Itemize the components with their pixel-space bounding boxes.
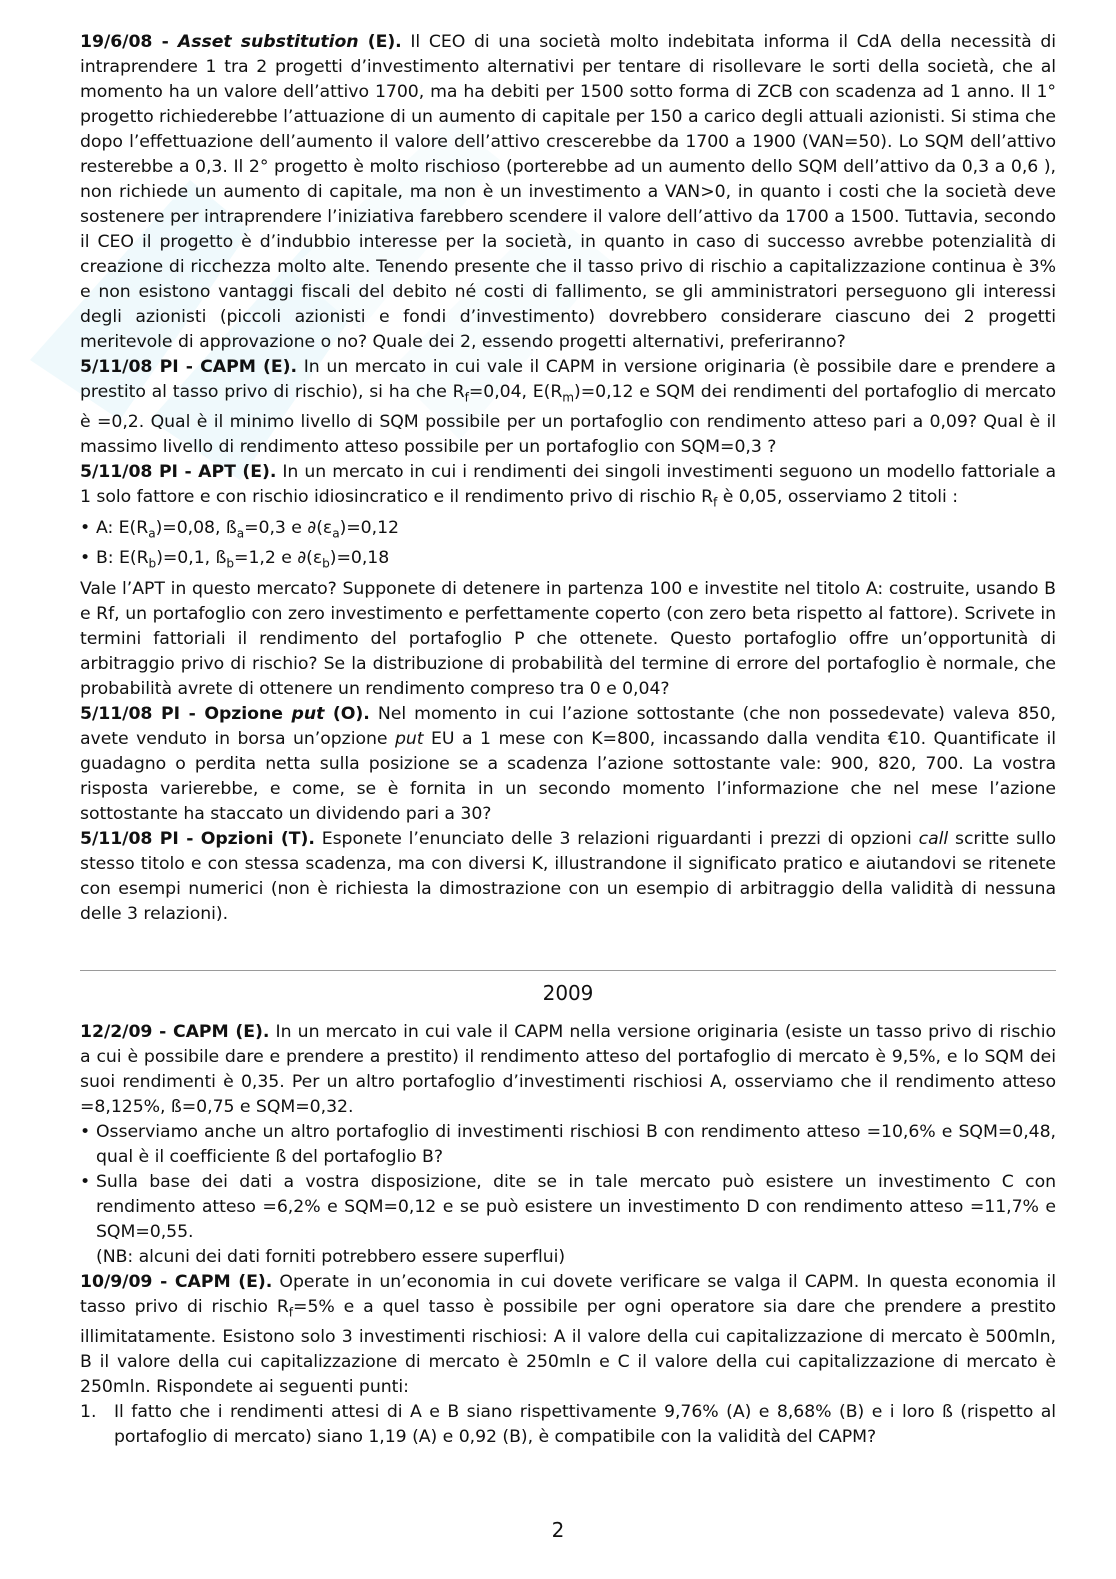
bullet-text: Osserviamo anche un altro portafoglio di investimenti rischiosi B con rendimento atteso =10,6% e SQM=0,48, qual è il coefficiente ß del portafoglio B? [96, 1121, 1056, 1167]
exercise-text: Operate in un’economia in cui dovete verificare se valga il CAPM. In questa economia il tasso privo di rischio $R_f=5\%$ e a quel tasso è possibile per ogni operatore sia dare che prendere a prestito illimitatamente. Esistono solo 3 investimenti rischiosi: A il valore della cui capitalizzazione di mercato è 500mln, B il valore della cui capitalizzazione di mercato è 250mln e C il valore della cui capitalizzazione di mercato è 250mln. Rispondete ai seguenti punti: [80, 1271, 1057, 1398]
exercise-text: In un mercato in cui vale il CAPM nella versione originaria (esiste un tasso privo di rischio a cui è possibile dare e prendere a prestito) il rendimento atteso del portafoglio di mercato è 9,5%, e lo SQM dei suoi rendimenti è 0,35. Per un altro portafoglio d’investimenti rischiosi A, osserviamo che il rendimento atteso =8,125%, ß=0,75 e SQM=0,32. [80, 1021, 1056, 1117]
exercise-text-continued: Vale l’APT in questo mercato? Supponete di detenere in partenza 100 e investite nel titolo A: costruite, usando B e Rf, un portafoglio con zero investimento e perfettamente coperto (con zero beta rispetto al fattore). Scrivete in termini fattoriali il rendimento del portafoglio P che ottenete. Questo portafoglio offre un’opportunità di arbitraggio privo di rischio? Se la distribuzione di probabilità del termine di errore del portafoglio è normale, che probabilità avrete di ottenere un rendimento compreso tra 0 e 0,04? [80, 578, 1056, 699]
bullet-text: A: $E(R_a)=0,08$, $ß_a=0,3$ e $\partial(\varepsilon_a)=0,12$ [96, 517, 399, 541]
exercise-paragraph [80, 460, 1056, 515]
exercise-text: In un mercato in cui i rendimenti dei singoli investimenti seguono un modello fattoriale a 1 solo fattore e con rischio idiosincratico e il rendimento privo di rischio $R_f$ è 0,05, osserviamo 2 titoli : [80, 462, 1056, 510]
exercise-paragraph [80, 702, 1056, 827]
exercise-paragraph [80, 30, 1056, 355]
note-text: (NB: alcuni dei dati forniti potrebbero essere superflui) [96, 1246, 566, 1267]
page-number: 2 [551, 1518, 565, 1542]
exercise-text: Nel momento in cui l’azione sottostante (che non possedevate) valeva 850, avete venduto in borsa un’opzione put EU a 1 mese con K=800, incassando dalla vendita €10. Quantificate il guadagno o perdita netta sulla posizione se a scadenza l’azione sottostante vale: 900, 820, 700. La vostra risposta varierebbe, e come, se è fornita in un secondo momento l’informazione che nel mese l’azione sottostante ha staccato un dividendo pari a 30? [80, 703, 1057, 824]
exercise-heading: 10/9/09 - CAPM (E). [80, 1271, 273, 1292]
exercise-heading: 19/6/08 - Asset substitution (E). [80, 32, 402, 52]
bullet-text: Sulla base dei dati a vostra disposizione, dite se in tale mercato può esistere un investimento C con rendimento atteso =6,2% e SQM=0,12 e se può esistere un investimento D con rendimento atteso =11,7% e SQM=0,55. [96, 1171, 1056, 1242]
bullet-item [80, 546, 1056, 576]
exercise-paragraph [80, 1270, 1056, 1400]
bullet-item [80, 516, 1056, 546]
item-text: Il fatto che i rendimenti attesi di A e B siano rispettivamente 9,76% (A) e 8,68% (B) e i loro ß (rispetto al portafoglio di mercato) siano 1,19 (A) e 0,92 (B), è compatibile con la validità del CAPM? [114, 1402, 1056, 1448]
exercise-text: Il CEO di una società molto indebitata informa il CdA della necessità di intraprendere 1 tra 2 progetti d’investimento alternativi per tentare di risollevare le sorti della società, che al momento ha un valore dell’attivo 1700, ma ha debiti per 1500 sotto forma di ZCB con scadenza ad 1 anno. Il 1° progetto richiederebbe l’attuazione di un aumento di capitale per 150 a carico degli attuali azionisti. Si stima che dopo l’effettuazione dell’aumento il valore dell’attivo crescerebbe da 1700 a 1900 (VAN=50). Lo SQM dell’attivo resterebbe a 0,3. Il 2° progetto è molto rischioso (porterebbe ad un aumento dello SQM dell’attivo da 0,3 a 0,6 ), non richiede un aumento di capitale, ma non è un investimento a VAN>0, in quanto i costi che la società deve sostenere per intraprendere l’iniziativa farebbero scendere il valore dell’attivo da 1700 a 1500. Tuttavia, secondo il CEO il progetto è d’indubbio interesse per la società, in quanto in caso di successo avrebbe potenzialità di creazione di ricchezza molto alte. Tenendo presente che il tasso privo di rischio a capitalizzazione continua è 3% e non esistono vantaggi fiscali del debito né costi di fallimento, se gli amministratori perseguono gli interessi degli azionisti (piccoli azionisti e fondi d’investimento) dovrebbero considerare ciascuno dei 2 progetti meritevole di approvazione o no? Quale dei 2, essendo progetti alternativi, preferiranno? [80, 32, 1057, 352]
exercise-heading: 5/11/08 PI - APT (E). [80, 462, 277, 483]
exercise-paragraph [80, 1020, 1056, 1120]
exercise-text: Esponete l’enunciato delle 3 relazioni riguardanti i prezzi di opzioni call scritte sullo stesso titolo e con stessa scadenza, ma con diversi K, illustrandone il significato pratico e aiutandovi se ritenete con esempi numerici (non è richiesta la dimostrazione con un esempio di arbitraggio della validità di nessuna delle 3 relazioni). [80, 828, 1057, 924]
section-2009 [80, 1020, 1056, 1450]
exercise-heading: 12/2/09 - CAPM (E). [80, 1021, 270, 1042]
bullet-marker: • [80, 1171, 91, 1192]
bullet-item [80, 1170, 1056, 1245]
exercise-heading: 5/11/08 PI - Opzioni (T). [80, 828, 315, 849]
exercise-text: In un mercato in cui vale il CAPM in versione originaria (è possibile dare e prendere a prestito al tasso privo di rischio), si ha che $R_f=0,04$, $E(R_m)=0,12$ e SQM dei rendimenti del portafoglio di mercato è =0,2. Qual è il minimo livello di SQM possibile per un portafoglio con rendimento atteso pari a 0,09? Qual è il massimo livello di rendimento atteso possibile per un portafoglio con SQM=0,3 ? [80, 357, 1056, 458]
bullet-item [80, 1120, 1056, 1170]
bullet-marker: • [80, 1121, 91, 1142]
item-number: 1. [80, 1402, 97, 1423]
document-body [80, 30, 1056, 1450]
year-heading: 2009 [542, 980, 594, 1005]
exercise-heading: 5/11/08 PI - Opzione put (O). [80, 703, 370, 724]
exercise-paragraph [80, 355, 1056, 460]
section-2008 [80, 30, 1056, 927]
exercise-heading: 5/11/08 PI - CAPM (E). [80, 357, 298, 377]
bullet-marker: • [80, 517, 91, 538]
section-divider [80, 970, 1056, 971]
numbered-item [80, 1400, 1056, 1450]
bullet-text: B: $E(R_b)=0,1$, $ß_b=1,2$ e $\partial(\varepsilon_b)=0,18$ [96, 548, 390, 571]
bullet-marker: • [80, 548, 91, 569]
exercise-paragraph [80, 827, 1056, 927]
